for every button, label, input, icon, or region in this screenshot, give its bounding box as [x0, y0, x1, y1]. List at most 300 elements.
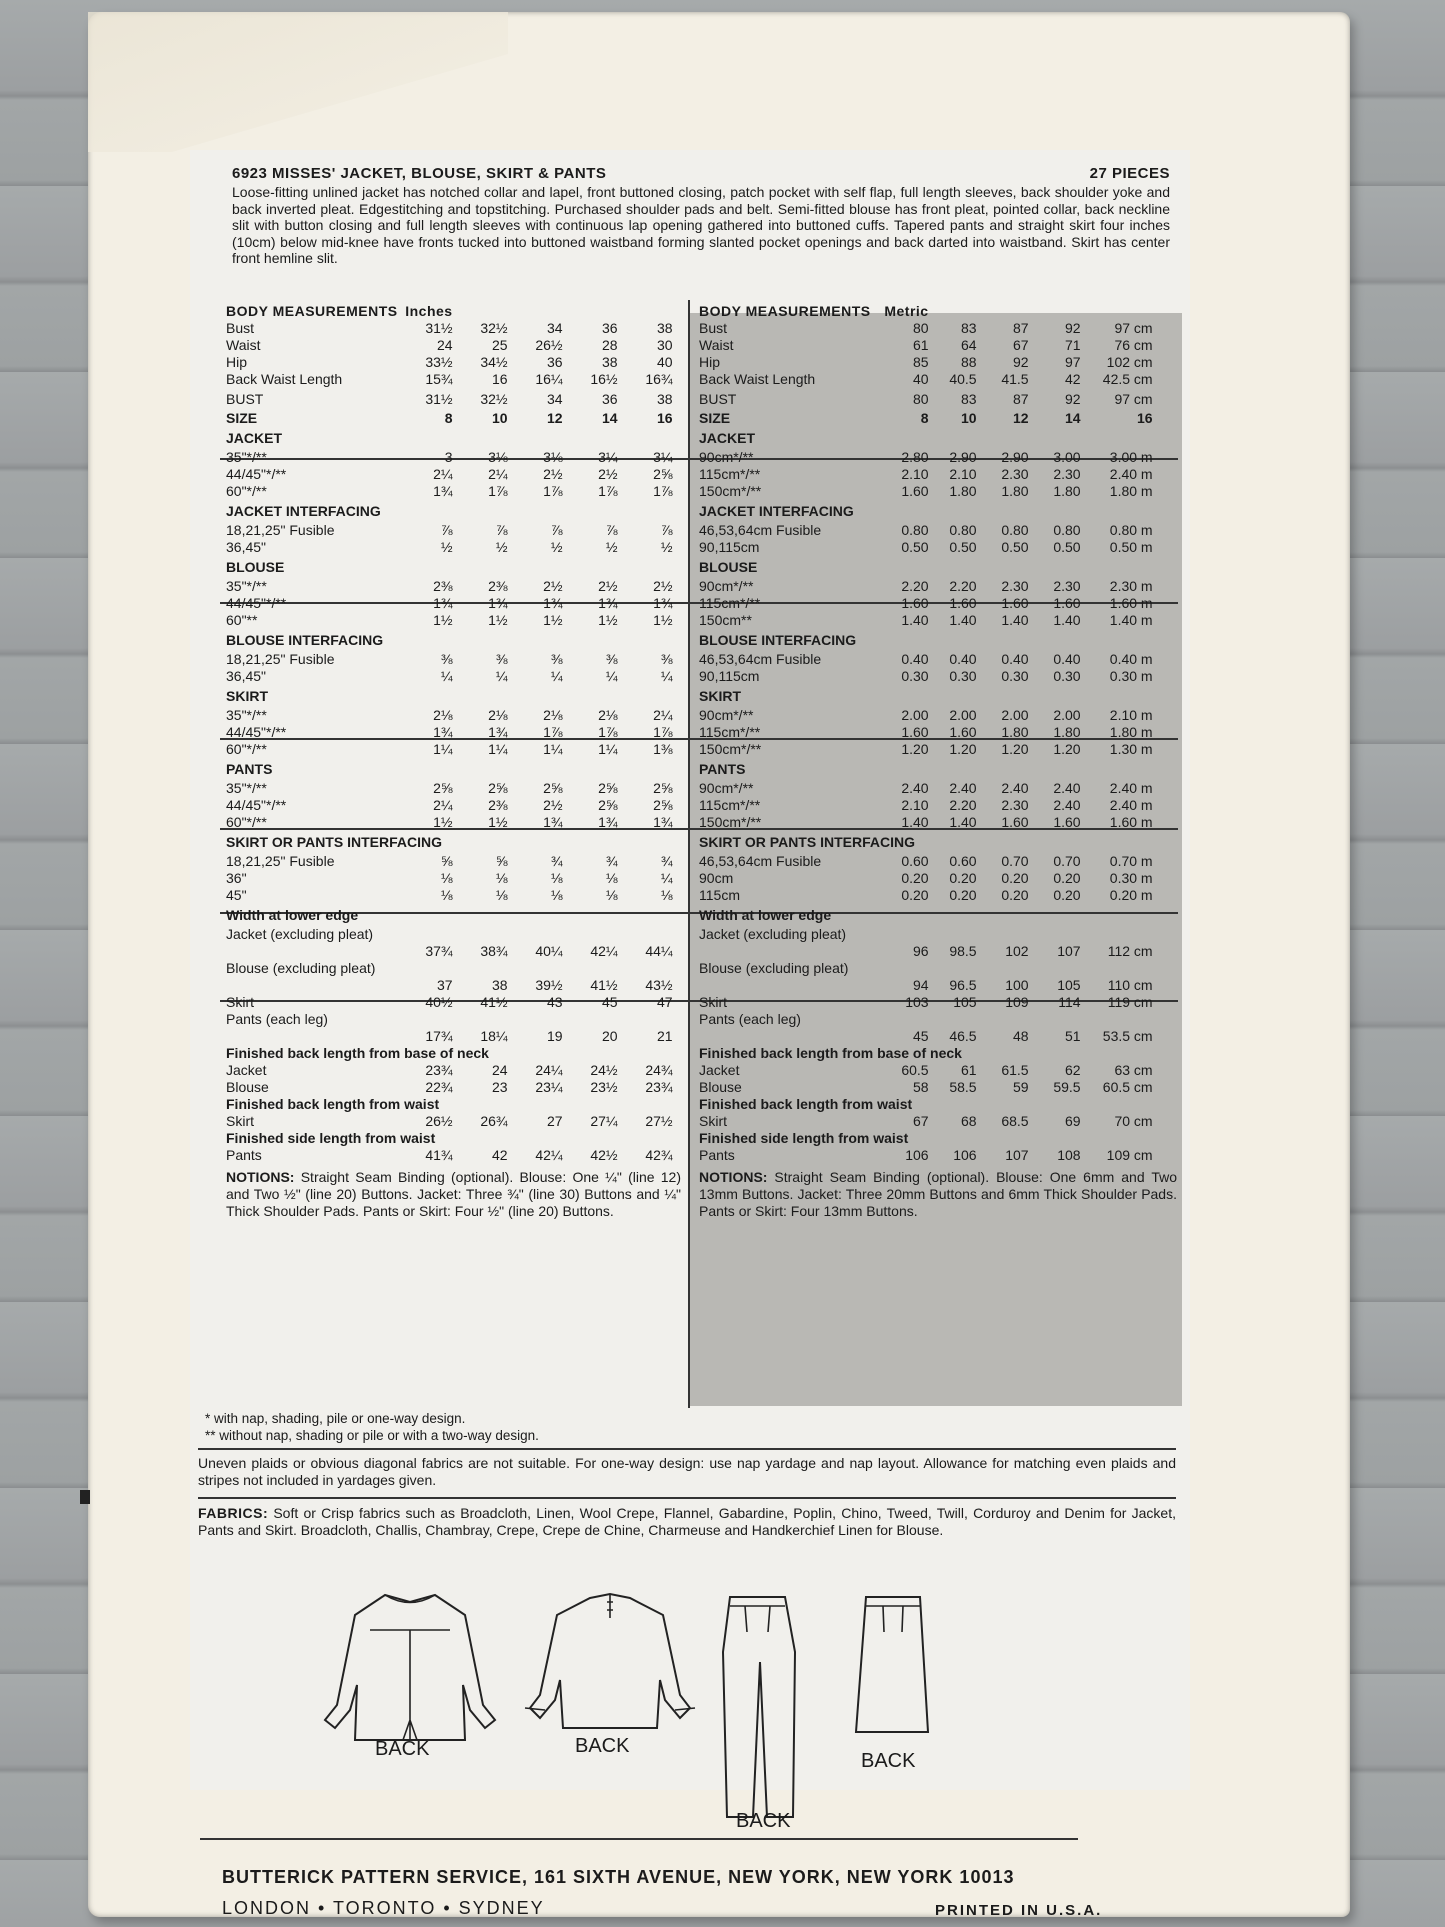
row-value: 1½ — [433, 612, 453, 628]
row-label: 150cm*/** — [699, 814, 762, 830]
section-heading — [699, 1096, 1153, 1113]
row-value: 67 — [1013, 337, 1029, 353]
row-label: BODY MEASUREMENTS — [699, 303, 871, 319]
width-row — [699, 926, 1153, 943]
row-label: 36" — [226, 870, 247, 886]
row-value: 58 — [913, 1079, 929, 1095]
yardage-row — [699, 522, 1153, 539]
row-value: 107 — [1057, 943, 1081, 959]
row-value: 0.80 — [1001, 522, 1029, 538]
row-value: 10 — [492, 410, 508, 426]
row-value: 105 — [953, 994, 977, 1010]
printed-in: PRINTED IN U.S.A. — [935, 1902, 1103, 1919]
row-label: Back Waist Length — [699, 371, 816, 387]
row-value: 1¼ — [488, 741, 508, 757]
row-value: 38 — [492, 977, 508, 993]
row-label: 60"*/** — [226, 814, 267, 830]
notions-label: NOTIONS: — [699, 1169, 768, 1185]
row-value: 1.60 — [1001, 814, 1029, 830]
row-value: 103 — [905, 994, 929, 1010]
row-value: 1¼ — [598, 741, 618, 757]
row-value: 32½ — [480, 390, 508, 407]
row-label: 90cm — [699, 870, 734, 886]
yardage-row — [699, 668, 1153, 685]
section-heading — [226, 556, 673, 578]
row-value: 0.30 m — [1109, 870, 1153, 886]
footnote-nap: * with nap, shading, pile or one-way design. — [205, 1411, 466, 1426]
row-label: Hip — [226, 354, 248, 370]
row-label: 90,115cm — [699, 539, 760, 555]
footnote-no-nap: ** without nap, shading or pile or with a two-way design. — [205, 1428, 539, 1443]
measurement-row — [699, 371, 1153, 388]
row-value: 70 cm — [1114, 1113, 1153, 1129]
row-value: 0.20 — [901, 870, 929, 886]
row-value: 97 cm — [1114, 320, 1153, 336]
row-value: 2⅛ — [598, 707, 618, 723]
blouse-back-sketch — [515, 1590, 705, 1750]
row-value: 2⅝ — [653, 466, 673, 482]
row-value: 2.10 — [949, 466, 977, 482]
row-value: 0.30 — [901, 668, 929, 684]
yardage-row — [226, 449, 673, 466]
row-label: 35"*/** — [226, 780, 267, 796]
row-label: 150cm** — [699, 612, 752, 628]
row-value: 1⅞ — [598, 724, 618, 740]
yardage-row — [226, 651, 673, 668]
row-value: 2.40 m — [1109, 780, 1153, 796]
rule — [200, 1838, 1078, 1840]
row-value: ⅛ — [660, 887, 673, 903]
row-label: SIZE — [699, 410, 731, 426]
row-value: 0.20 — [949, 870, 977, 886]
row-value: 1.80 m — [1109, 724, 1153, 740]
row-value: 16 — [492, 371, 508, 387]
row-value: 24¼ — [535, 1062, 563, 1078]
row-value: 0.50 — [949, 539, 977, 555]
row-value: 58.5 — [949, 1079, 977, 1095]
row-value: 1.80 — [949, 483, 977, 499]
width-row — [699, 1028, 1153, 1045]
row-value: 2.30 — [1001, 466, 1029, 482]
row-label: Jacket — [226, 1062, 267, 1078]
row-value: 27 — [547, 1113, 563, 1129]
row-value: 0.20 — [1001, 870, 1029, 886]
pattern-title: MISSES' JACKET, BLOUSE, SKIRT & PANTS — [272, 165, 607, 182]
row-value: 2.10 — [901, 797, 929, 813]
row-value: 17¾ — [425, 1028, 453, 1044]
yardage-row — [226, 595, 673, 612]
yardage-row — [699, 578, 1153, 595]
length-row — [699, 1147, 1153, 1164]
row-value: 2⅝ — [653, 780, 673, 796]
row-value: 2.80 — [901, 449, 929, 465]
row-label: BLOUSE — [226, 558, 285, 575]
size-row — [699, 410, 1153, 427]
row-label: 90cm*/** — [699, 707, 754, 723]
row-value: 1⅞ — [543, 724, 563, 740]
column-divider — [688, 300, 690, 1408]
row-label: 18,21,25" Fusible — [226, 853, 335, 869]
row-label — [226, 943, 398, 960]
row-value: 94 — [913, 977, 929, 993]
row-value: 0.20 m — [1109, 887, 1153, 903]
row-value: 26½ — [425, 1113, 453, 1129]
row-label: Bust — [699, 320, 728, 336]
row-value: 42 — [1065, 371, 1081, 387]
row-value: 33½ — [425, 354, 453, 370]
row-value: 37¾ — [425, 943, 453, 959]
row-value: 23¾ — [645, 1079, 673, 1095]
skirt-back-sketch — [848, 1592, 938, 1742]
row-value: 1¾ — [433, 483, 453, 499]
row-value: 2⅝ — [543, 780, 563, 796]
row-value: 34½ — [480, 354, 508, 370]
row-value: 1¾ — [653, 595, 673, 611]
row-value: 2.20 — [949, 578, 977, 594]
section-heading — [226, 427, 673, 449]
row-value: 40½ — [425, 994, 453, 1010]
row-value: 0.80 — [949, 522, 977, 538]
row-label — [699, 1028, 871, 1045]
row-value: 22¾ — [425, 1079, 453, 1095]
row-value: 106 — [953, 1147, 977, 1163]
row-label: Width at lower edge — [226, 906, 359, 923]
section-heading — [226, 629, 673, 651]
row-value: 1¾ — [598, 595, 618, 611]
row-value: 31½ — [425, 390, 453, 407]
length-row — [226, 1113, 673, 1130]
row-value: 1.40 — [949, 814, 977, 830]
row-value: 24 — [437, 337, 453, 353]
row-label: SKIRT — [226, 687, 268, 704]
row-value: 102 cm — [1106, 354, 1153, 370]
row-value: 2½ — [543, 578, 563, 594]
row-label: Skirt — [699, 1113, 727, 1129]
row-value: 53.5 cm — [1102, 1028, 1153, 1044]
row-value: ½ — [550, 539, 563, 555]
row-value: 16½ — [590, 371, 618, 387]
row-value: 2.00 — [1001, 707, 1029, 723]
row-value: ¾ — [660, 853, 673, 869]
row-label: Finished back length from waist — [699, 1096, 913, 1112]
row-label: 115cm*/** — [699, 466, 761, 482]
row-value: 2⅜ — [433, 578, 453, 594]
row-value: 1.40 — [1053, 612, 1081, 628]
row-label: Back Waist Length — [226, 371, 343, 387]
row-value: 2.40 — [1001, 780, 1029, 796]
row-label: Bust — [226, 320, 255, 336]
length-row — [699, 1062, 1153, 1079]
row-value: 16¼ — [535, 371, 563, 387]
row-value: 1½ — [543, 612, 563, 628]
row-value: 0.60 — [949, 853, 977, 869]
row-value: 0.50 — [1001, 539, 1029, 555]
width-row — [226, 994, 673, 1011]
row-label: Hip — [699, 354, 721, 370]
yardage-row — [226, 853, 673, 870]
row-label: 36,45" — [226, 539, 267, 555]
row-value: 1⅞ — [488, 483, 508, 499]
row-value: 42¼ — [535, 1147, 563, 1163]
row-value: 3¼ — [598, 449, 618, 465]
section-heading — [699, 758, 1153, 780]
section-heading — [226, 831, 673, 853]
row-value: 2⅛ — [488, 707, 508, 723]
width-row — [226, 1011, 673, 1028]
width-row — [226, 960, 673, 977]
row-value: 40.5 — [949, 371, 977, 387]
row-label: Finished back length from base of neck — [699, 1045, 962, 1061]
yardage-row — [699, 853, 1153, 870]
row-value: 1.20 — [1053, 741, 1081, 757]
row-value: 19 — [547, 1028, 563, 1044]
section-heading — [699, 556, 1153, 578]
yardage-row — [699, 466, 1153, 483]
row-value: 1¼ — [543, 741, 563, 757]
row-value: 0.70 m — [1109, 853, 1153, 869]
row-label: 150cm*/** — [699, 483, 762, 499]
row-label: SKIRT OR PANTS INTERFACING — [226, 833, 442, 850]
row-value: 23¾ — [425, 1062, 453, 1078]
row-value: 1¾ — [433, 595, 453, 611]
row-label: Jacket — [699, 1062, 740, 1078]
row-value: 1¾ — [543, 814, 563, 830]
row-label — [699, 943, 871, 960]
section-heading — [699, 904, 1153, 926]
row-value: 39½ — [535, 977, 563, 993]
row-value: ⅛ — [550, 887, 563, 903]
row-label: 90,115cm — [699, 668, 760, 684]
row-value: 2⅝ — [598, 780, 618, 796]
row-value: 1.60 — [1053, 595, 1081, 611]
yardage-row — [226, 578, 673, 595]
row-value: 2.00 — [1053, 707, 1081, 723]
section-heading — [699, 500, 1153, 522]
pants-view-label: BACK — [736, 1810, 791, 1832]
row-value: 36 — [547, 354, 563, 370]
row-value: 83 — [961, 390, 977, 407]
row-value: 2¼ — [433, 797, 453, 813]
yardage-row — [226, 724, 673, 741]
yardage-row — [699, 651, 1153, 668]
measurement-row — [226, 337, 673, 354]
row-value: 119 cm — [1107, 994, 1153, 1010]
yardage-row — [699, 449, 1153, 466]
row-value: 2.30 — [1053, 466, 1081, 482]
size-row — [226, 410, 673, 427]
row-value: 2.40 m — [1109, 797, 1153, 813]
row-value: 1.40 — [901, 612, 929, 628]
row-label: BLOUSE — [699, 558, 758, 575]
row-value: 112 cm — [1107, 943, 1153, 959]
row-value: 26¾ — [480, 1113, 508, 1129]
row-value: 38 — [657, 320, 673, 336]
row-value: 109 cm — [1106, 1147, 1153, 1163]
metric-yardage-table — [699, 303, 1153, 1164]
row-value: 0.80 m — [1109, 522, 1153, 538]
row-value: 3¼ — [653, 449, 673, 465]
row-value: 24¾ — [645, 1062, 673, 1078]
row-value: 48 — [1013, 1028, 1029, 1044]
row-label: 60"*/** — [226, 483, 267, 499]
row-value: 41¾ — [425, 1147, 453, 1163]
row-value: 46.5 — [949, 1028, 977, 1044]
row-label: 60"** — [226, 612, 258, 628]
row-value: ⅞ — [550, 522, 563, 538]
row-label: 60"*/** — [226, 741, 267, 757]
yardage-row — [226, 466, 673, 483]
row-label: BUST — [226, 390, 264, 407]
row-value: 42 — [492, 1147, 508, 1163]
row-value: ¼ — [550, 668, 563, 684]
bust-row — [699, 388, 1153, 410]
row-value: 24½ — [590, 1062, 618, 1078]
row-label: BLOUSE INTERFACING — [226, 631, 384, 648]
row-value: 2.40 — [901, 780, 929, 796]
row-value: 1⅞ — [653, 483, 673, 499]
row-value: ⅜ — [605, 651, 618, 667]
row-value: 45 — [602, 994, 618, 1010]
width-row — [699, 994, 1153, 1011]
row-value: ¾ — [550, 853, 563, 869]
row-value: 14 — [1065, 410, 1081, 426]
row-value: 24 — [492, 1062, 508, 1078]
row-value: 0.40 — [949, 651, 977, 667]
row-value: 42¼ — [590, 943, 618, 959]
row-value: 16 — [1137, 410, 1153, 426]
section-heading — [226, 1045, 673, 1062]
row-label: 115cm*/** — [699, 724, 761, 740]
row-value: 1.40 — [901, 814, 929, 830]
row-value: ½ — [495, 539, 508, 555]
yardage-row — [226, 797, 673, 814]
row-label: SIZE — [226, 410, 258, 426]
row-value: ⅞ — [495, 522, 508, 538]
section-heading — [226, 1130, 673, 1147]
section-heading — [226, 685, 673, 707]
row-value: 107 — [1005, 1147, 1029, 1163]
row-value: 114 — [1058, 994, 1081, 1010]
row-value: 1¾ — [433, 724, 453, 740]
row-value: ⅛ — [605, 887, 618, 903]
rule — [198, 1448, 1176, 1450]
row-label: 44/45"*/** — [226, 797, 287, 813]
row-label: 46,53,64cm Fusible — [699, 651, 822, 667]
row-label: 115cm*/** — [699, 797, 761, 813]
rule — [198, 1497, 1176, 1499]
yardage-row — [226, 780, 673, 797]
row-value: 96 — [913, 943, 929, 959]
row-value: 38 — [602, 354, 618, 370]
notions — [699, 1169, 1177, 1220]
section-heading — [226, 904, 673, 926]
row-value: ⅜ — [660, 651, 673, 667]
row-value: 40¼ — [535, 943, 563, 959]
yardage-row — [699, 780, 1153, 797]
row-value: 20 — [602, 1028, 618, 1044]
yardage-row — [699, 707, 1153, 724]
row-value: 23¼ — [535, 1079, 563, 1095]
length-row — [226, 1147, 673, 1164]
measurement-row — [226, 354, 673, 371]
row-value: Metric — [884, 303, 929, 319]
row-label: 35"*/** — [226, 578, 267, 594]
row-value: 1⅞ — [598, 483, 618, 499]
row-value: 1.20 — [949, 741, 977, 757]
row-value: 59 — [1013, 1079, 1029, 1095]
row-value: 0.20 — [1053, 870, 1081, 886]
plaids-note: Uneven plaids or obvious diagonal fabrics are not suitable. For one-way design: use nap yardage and nap layout. Allowance for matching even plaids and stripes not included in yardages given. — [198, 1455, 1176, 1488]
row-value: 2⅝ — [488, 780, 508, 796]
width-row — [226, 943, 673, 960]
row-value: 97 — [1065, 354, 1081, 370]
row-label: Blouse — [226, 1079, 269, 1095]
row-label: Skirt — [226, 1113, 254, 1129]
bust-row — [226, 388, 673, 410]
row-value: 43 — [547, 994, 563, 1010]
row-value: ⅜ — [440, 651, 453, 667]
row-value: 10 — [961, 410, 977, 426]
row-label: 35"*/** — [226, 707, 267, 723]
row-value: 92 — [1013, 354, 1029, 370]
notions-label: NOTIONS: — [226, 1169, 295, 1185]
row-label: 115cm — [699, 887, 740, 903]
row-value: 1¾ — [543, 595, 563, 611]
row-value: ⅛ — [605, 870, 618, 886]
row-value: 60.5 — [901, 1062, 929, 1078]
pants-back-sketch — [715, 1592, 805, 1822]
row-label: BUST — [699, 390, 737, 407]
row-value: ⅛ — [495, 887, 508, 903]
row-label: Pants (each leg) — [226, 1011, 328, 1027]
row-label: JACKET — [226, 429, 283, 446]
footnotes — [205, 1410, 715, 1444]
row-value: 0.70 — [1053, 853, 1081, 869]
row-value: 1¾ — [653, 814, 673, 830]
row-value: 8 — [444, 410, 453, 426]
width-row — [699, 977, 1153, 994]
row-value: 1½ — [433, 814, 453, 830]
inches-panel — [226, 303, 681, 1220]
width-row — [226, 926, 673, 943]
yardage-row — [699, 724, 1153, 741]
section-heading — [699, 685, 1153, 707]
row-value: 1.60 m — [1109, 595, 1153, 611]
row-label: 35"*/** — [226, 449, 267, 465]
row-value: 1.80 — [1053, 483, 1081, 499]
row-label: Finished back length from base of neck — [226, 1045, 489, 1061]
row-value: 1.40 m — [1109, 612, 1153, 628]
pattern-number: 6923 — [232, 165, 268, 182]
row-value: 2.30 — [1001, 578, 1029, 594]
row-value: 8 — [920, 410, 929, 426]
row-value: 80 — [913, 390, 929, 407]
section-heading — [699, 831, 1153, 853]
row-label — [226, 1028, 398, 1045]
yardage-row — [699, 814, 1153, 831]
ink-mark — [80, 1490, 90, 1504]
row-value: 1¼ — [433, 741, 453, 757]
row-value: Inches — [405, 303, 453, 319]
row-value: 0.80 — [901, 522, 929, 538]
row-value: 1.20 — [901, 741, 929, 757]
row-value: 2½ — [653, 578, 673, 594]
row-value: 41½ — [480, 994, 508, 1010]
row-label: Pants (each leg) — [699, 1011, 801, 1027]
fabrics-note — [198, 1505, 1176, 1539]
row-value: 1.80 m — [1109, 483, 1153, 499]
row-value: 87 — [1013, 390, 1029, 407]
